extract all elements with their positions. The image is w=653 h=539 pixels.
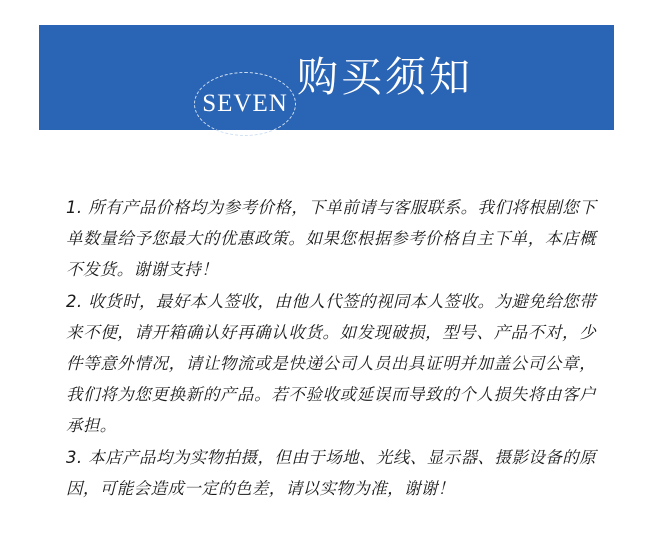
notice-paragraph-3: 3. 本店产品均为实物拍摄，但由于场地、光线、显示器、摄影设备的原因，可能会造成一定的色差，请以实物为准，谢谢！ <box>66 448 596 498</box>
page-title: 购买须知 <box>297 53 473 101</box>
notice-paragraph-2: 2. 收货时，最好本人签收，由他人代签的视同本人签收。为避免给您带来不便，请开箱确认好再确认收货。如发现破损，型号、产品不对，少件等意外情况，请让物流或是快递公司人员出具证明并加盖公司公章，我们将为您更换新的产品。若不验收或延误而导致的个人损失将由客户承担。 <box>66 292 596 435</box>
notice-paragraph-1: 1. 所有产品价格均为参考价格，下单前请与客服联系。我们将根剧您下单数量给予您最大的优惠政策。如果您根据参考价格自主下单，本店概不发货。谢谢支持！ <box>66 198 596 279</box>
seven-logo-seal <box>194 72 296 136</box>
notice-body <box>66 192 596 505</box>
header-banner <box>39 25 614 130</box>
seal-label: SEVEN <box>202 90 288 117</box>
